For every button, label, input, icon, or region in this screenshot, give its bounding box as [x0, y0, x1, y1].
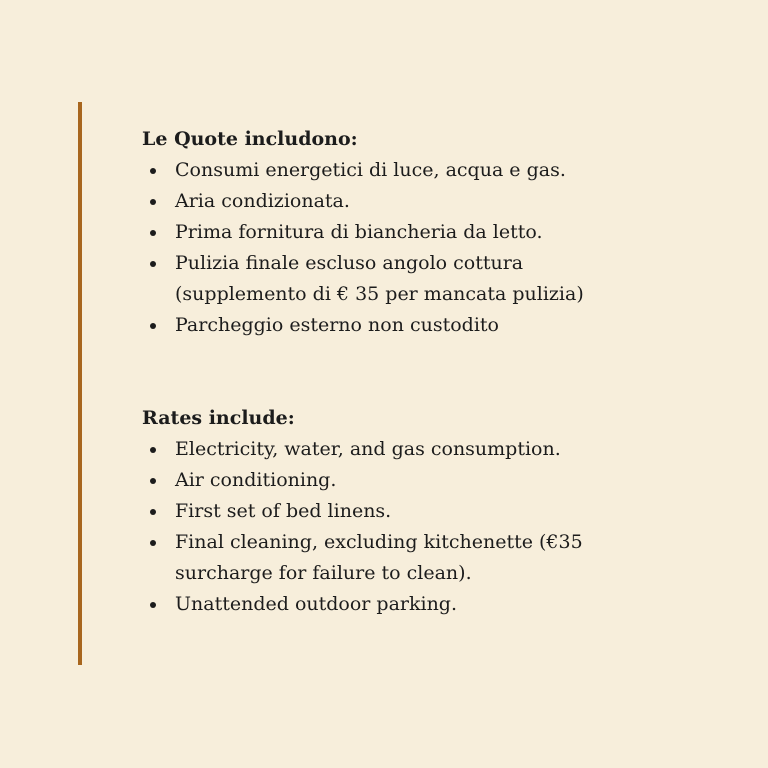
- bullet-icon: [150, 602, 156, 608]
- list-item-text: Unattended outdoor parking.: [175, 593, 458, 615]
- list-item-text: First set of bed linens.: [175, 500, 392, 522]
- content: [142, 124, 702, 620]
- bullet-icon: [150, 447, 156, 453]
- list-item: [142, 465, 702, 496]
- list-item: [142, 496, 702, 527]
- bullet-icon: [150, 199, 156, 205]
- bullet-icon: [150, 540, 156, 546]
- english-heading: Rates include:: [142, 407, 295, 429]
- italian-section: [142, 124, 702, 341]
- bullet-icon: [150, 261, 156, 267]
- list-item: [142, 186, 702, 217]
- list-item-text: Consumi energetici di luce, acqua e gas.: [175, 159, 566, 181]
- list-item: [142, 155, 702, 186]
- list-item-text: Final cleaning, excluding kitchenette (€35 surcharge for failure to clean).: [175, 531, 583, 584]
- italian-list: [142, 155, 702, 341]
- english-section: [142, 403, 702, 620]
- accent-bar: [78, 102, 82, 665]
- english-list: [142, 434, 702, 620]
- list-item-text: Pulizia finale escluso angolo cottura (supplemento di € 35 per mancata pulizia): [175, 252, 584, 305]
- list-item: [142, 310, 702, 341]
- list-item: [142, 589, 702, 620]
- list-item-text: Parcheggio esterno non custodito: [175, 314, 499, 336]
- list-item-text: Air conditioning.: [175, 469, 337, 491]
- list-item: [142, 248, 635, 310]
- list-item: [142, 217, 702, 248]
- bullet-icon: [150, 509, 156, 515]
- list-item-text: Electricity, water, and gas consumption.: [175, 438, 561, 460]
- italian-heading: Le Quote includono:: [142, 128, 358, 150]
- bullet-icon: [150, 168, 156, 174]
- list-item-text: Aria condizionata.: [175, 190, 350, 212]
- bullet-icon: [150, 230, 156, 236]
- list-item: [142, 527, 635, 589]
- bullet-icon: [150, 478, 156, 484]
- list-item: [142, 434, 702, 465]
- list-item-text: Prima fornitura di biancheria da letto.: [175, 221, 543, 243]
- bullet-icon: [150, 323, 156, 329]
